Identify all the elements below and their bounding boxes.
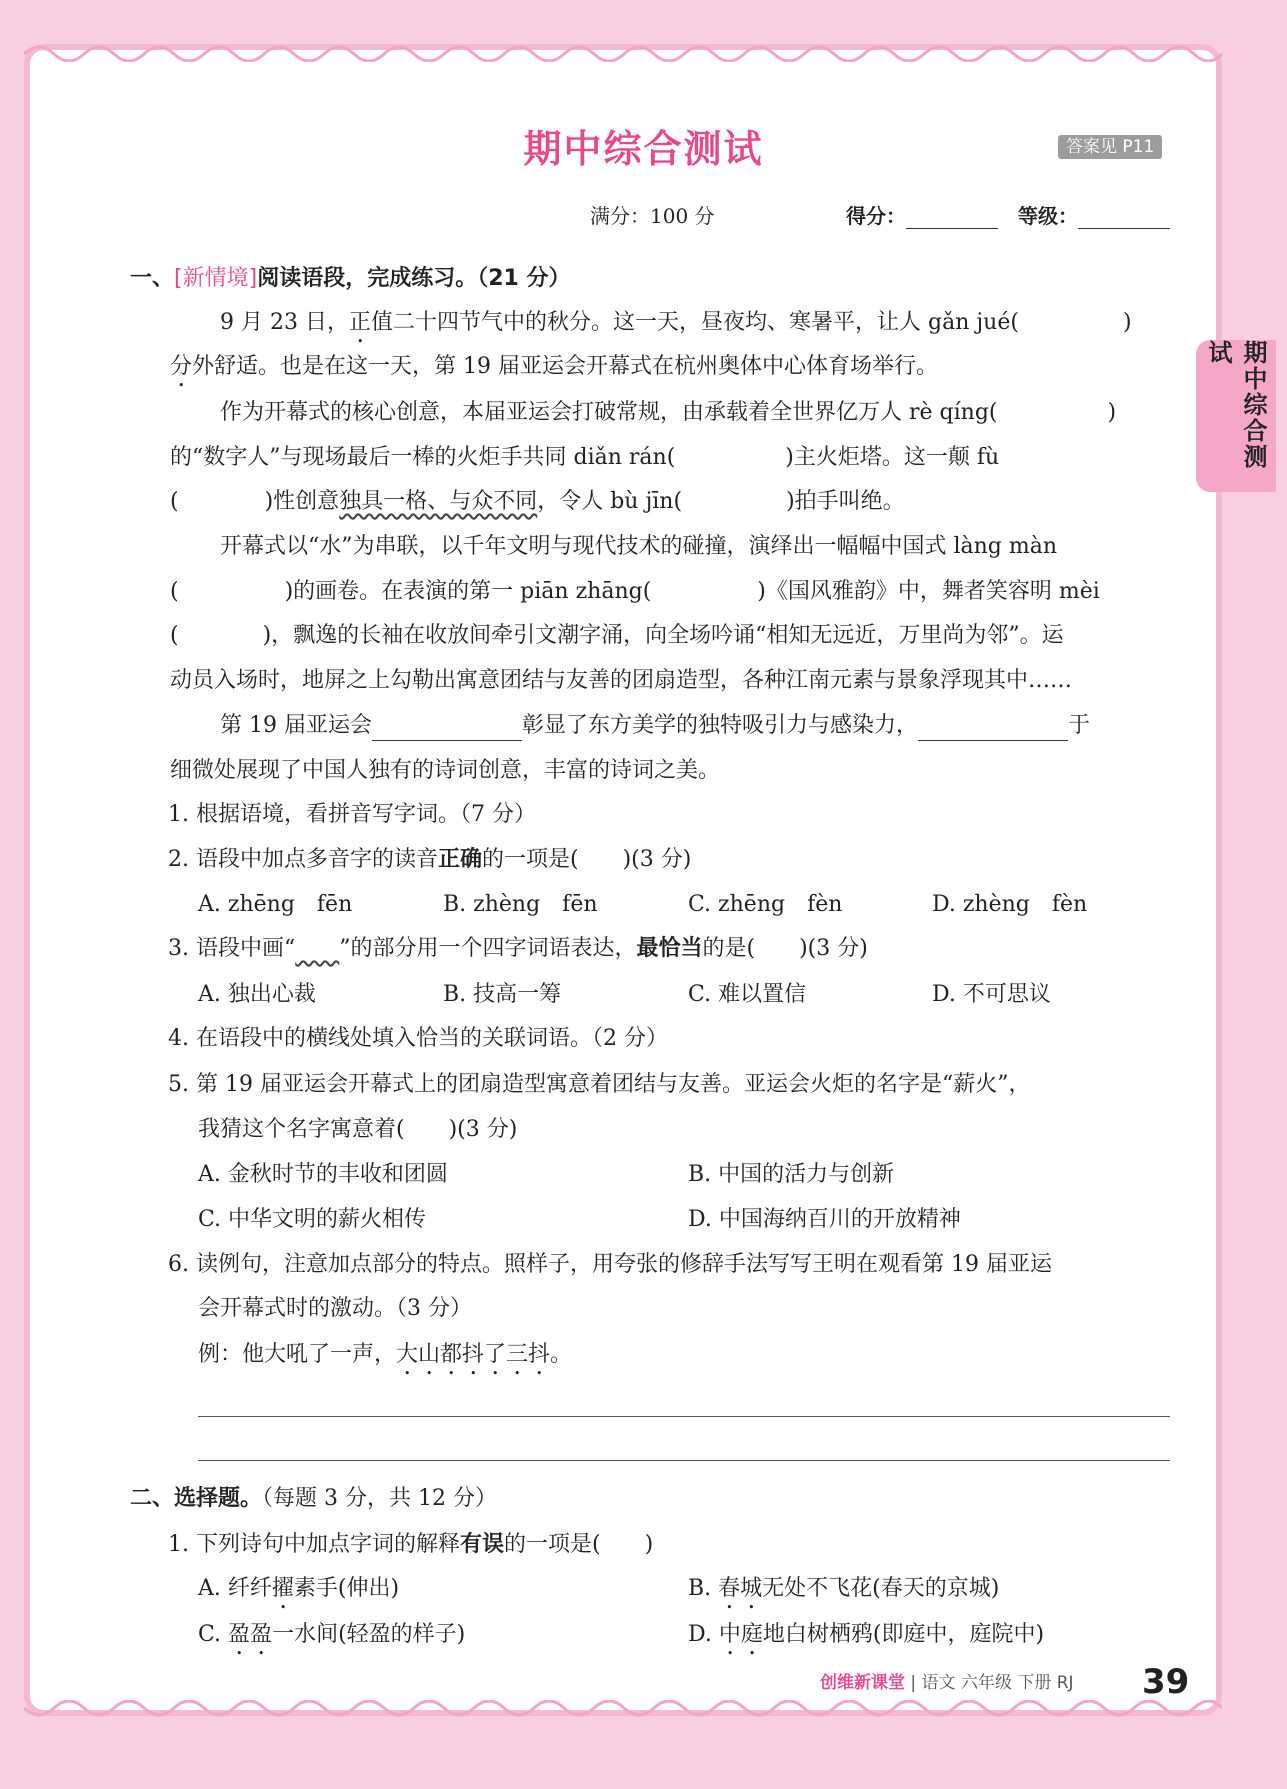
question-4: 4. 在语段中的横线处填入恰当的关联词语。（2 分） bbox=[168, 1026, 668, 1051]
dotted-char: 中庭 bbox=[718, 1622, 763, 1647]
text-span: 于 bbox=[1068, 713, 1091, 738]
text-span: )主火炬塔。这一颠 fù bbox=[785, 445, 1000, 470]
question-5: 5. 第 19 届亚运会开幕式上的团扇造型寓意着团结与友善。亚运会火炬的名字是“薪火”， bbox=[168, 1072, 1031, 1097]
page-number: 39 bbox=[1142, 1662, 1190, 1702]
q3-option-a[interactable]: A. 独出心裁 bbox=[198, 982, 316, 1007]
wavy-underlined-phrase: 独具一格、与众不同 bbox=[339, 489, 538, 514]
decorative-wave-border-bottom bbox=[24, 1700, 1222, 1722]
text-span: )性创意 bbox=[264, 489, 340, 514]
text-span: B. bbox=[688, 1576, 719, 1601]
s2-q1-option-b[interactable] bbox=[688, 1574, 999, 1614]
passage-line: 动员入场时，地屏之上勾勒出寓意团结与友善的团扇造型，各种江南元素与景象浮现其中…… bbox=[170, 668, 1073, 693]
text-span: 外舒适。也是在这一天，第 19 届亚运会开幕式在杭州奥体中心体育场举行。 bbox=[192, 354, 938, 379]
section1-number: 一、 bbox=[130, 266, 175, 291]
section1-heading bbox=[130, 264, 570, 294]
emphasis-text: 最恰当 bbox=[636, 936, 703, 961]
text-span: D. bbox=[688, 1622, 719, 1647]
connector-blank-1[interactable] bbox=[372, 716, 522, 741]
passage-line bbox=[170, 352, 938, 392]
passage-line: 开幕式以“水”为串联，以千年文明与现代技术的碰撞，演绎出一幅幅中国式 làng màn bbox=[220, 534, 1058, 559]
dotted-phrase: 大山都抖了三抖 bbox=[396, 1342, 551, 1367]
text-span: A. 纤纤 bbox=[198, 1576, 272, 1601]
answer-line-2[interactable] bbox=[198, 1460, 1170, 1461]
emphasis-text: 有误 bbox=[459, 1532, 504, 1557]
q2-option-d[interactable]: D. zhèng fèn bbox=[932, 892, 1088, 917]
passage-line bbox=[170, 443, 999, 473]
text-span: 例：他大吼了一声， bbox=[198, 1342, 397, 1367]
emphasis-text: 正确 bbox=[437, 847, 482, 872]
full-score: 满分：100 分 bbox=[590, 204, 715, 228]
connector-blank-2[interactable] bbox=[918, 716, 1068, 741]
s2-q1-option-a[interactable] bbox=[198, 1574, 399, 1614]
text-span: 彰显了东方美学的独特吸引力与感染力， bbox=[521, 713, 918, 738]
passage-line bbox=[170, 577, 1100, 607]
section2-title: 二、选择题。 bbox=[130, 1486, 263, 1511]
text-span: ，令人 bù jīn( bbox=[537, 489, 683, 514]
text-span: ( bbox=[170, 579, 179, 604]
text-span: )拍手叫绝。 bbox=[786, 489, 905, 514]
text-span: ”的部分用一个四字词语表达， bbox=[339, 936, 637, 961]
q2-option-a[interactable]: A. zhēng fēn bbox=[198, 892, 353, 917]
text-span: C. bbox=[198, 1622, 229, 1647]
wavy-sample bbox=[295, 936, 339, 961]
question-5-line2: 我猜这个名字寓意着( )(3 分) bbox=[198, 1117, 518, 1142]
q5-option-a[interactable]: A. 金秋时节的丰收和团圆 bbox=[198, 1162, 448, 1187]
q2-option-c[interactable]: C. zhēng fèn bbox=[688, 892, 843, 917]
section1-tag: [新情境] bbox=[174, 266, 258, 291]
passage-line bbox=[170, 621, 1064, 651]
question-3 bbox=[168, 934, 868, 964]
footer-info: | 语文 六年级 下册 RJ bbox=[905, 1673, 1074, 1693]
q2-option-b[interactable]: B. zhèng fēn bbox=[443, 892, 598, 917]
side-tab bbox=[1196, 340, 1276, 492]
text-span: 地白树栖鸦(即庭中，庭院中) bbox=[762, 1622, 1045, 1647]
page-card bbox=[24, 44, 1222, 1716]
passage-line bbox=[220, 711, 1090, 741]
s2-q1-option-d[interactable] bbox=[688, 1620, 1044, 1660]
text-span: ) bbox=[1122, 310, 1132, 335]
text-span: 1. 下列诗句中加点字词的解释 bbox=[168, 1532, 460, 1557]
answer-reference-badge: 答案见 P11 bbox=[1058, 135, 1162, 159]
q3-option-b[interactable]: B. 技高一筹 bbox=[443, 982, 562, 1007]
text-span: 无处不飞花(春天的京城) bbox=[762, 1576, 1000, 1601]
dotted-char: 擢 bbox=[271, 1576, 294, 1601]
q3-option-d[interactable]: D. 不可思议 bbox=[932, 982, 1051, 1007]
page-title: 期中综合测试 bbox=[523, 127, 764, 171]
footer-brand: 创维新课堂 bbox=[820, 1673, 905, 1693]
q3-option-c[interactable]: C. 难以置信 bbox=[688, 982, 807, 1007]
text-span: 的一项是( ) bbox=[504, 1532, 654, 1557]
q5-option-c[interactable]: C. 中华文明的薪火相传 bbox=[198, 1207, 427, 1232]
dotted-char: 正 bbox=[348, 310, 371, 335]
dotted-char: 分 bbox=[170, 354, 193, 379]
question-6-line2: 会开幕式时的激动。（3 分） bbox=[198, 1296, 472, 1321]
q5-option-b[interactable]: B. 中国的活力与创新 bbox=[688, 1162, 895, 1187]
text-span: )《国风雅韵》中，舞者笑容明 mèi bbox=[757, 579, 1100, 604]
question-2 bbox=[168, 845, 691, 875]
score-blank[interactable] bbox=[906, 206, 998, 229]
section1-title: 阅读语段，完成练习。（21 分） bbox=[257, 266, 571, 291]
text-span: 2. 语段中加点多音字的读音 bbox=[168, 847, 438, 872]
decorative-wave-border-top bbox=[24, 40, 1222, 62]
passage-line bbox=[220, 398, 1116, 428]
side-tab-label: 期中综合测试 bbox=[1204, 340, 1267, 470]
grade-field[interactable] bbox=[1018, 200, 1170, 229]
text-span: ( bbox=[170, 489, 179, 514]
score-field[interactable] bbox=[846, 200, 998, 229]
text-span: 一水间(轻盈的样子) bbox=[272, 1622, 466, 1647]
text-span: 的“数字人”与现场最后一棒的火炬手共同 diǎn rán( bbox=[170, 445, 676, 470]
text-span: )的画卷。在表演的第一 piān zhāng( bbox=[284, 579, 652, 604]
s2-q1-option-c[interactable] bbox=[198, 1620, 465, 1660]
text-span: 值二十四节气中的秋分。这一天，昼夜均、寒暑平，让人 gǎn jué( bbox=[371, 310, 1019, 335]
dotted-char: 盈盈 bbox=[228, 1622, 273, 1647]
text-span: 的一项是( )(3 分) bbox=[482, 847, 692, 872]
text-span: 的是( )(3 分) bbox=[702, 936, 868, 961]
score-label: 得分： bbox=[846, 204, 906, 228]
text-span: ) bbox=[1107, 400, 1117, 425]
text-span: 素手(伸出) bbox=[293, 1576, 400, 1601]
dotted-char: 春城 bbox=[718, 1576, 763, 1601]
text-span: 。 bbox=[550, 1342, 573, 1367]
section2-heading bbox=[130, 1484, 497, 1514]
section2-note: （每题 3 分，共 12 分） bbox=[262, 1486, 497, 1511]
text-span: 第 19 届亚运会 bbox=[220, 713, 372, 738]
q6-example bbox=[198, 1340, 572, 1380]
text-span: 3. 语段中画“ bbox=[168, 936, 296, 961]
question-1: 1. 根据语境，看拼音写字词。（7 分） bbox=[168, 802, 536, 827]
passage-line bbox=[170, 487, 905, 517]
passage-line bbox=[220, 308, 1132, 348]
grade-blank[interactable] bbox=[1078, 206, 1170, 229]
text-span: 作为开幕式的核心创意，本届亚运会打破常规，由承载着全世界亿万人 rè qíng( bbox=[220, 400, 998, 425]
text-span: )，飘逸的长袖在收放间牵引文潮字涌，向全场吟诵“相知无远近，万里尚为邻”。运 bbox=[262, 623, 1064, 648]
footer bbox=[820, 1668, 1074, 1693]
text-span: ( bbox=[170, 623, 179, 648]
text-span: 9 月 23 日， bbox=[220, 310, 349, 335]
q5-option-d[interactable]: D. 中国海纳百川的开放精神 bbox=[688, 1207, 961, 1232]
question-6: 6. 读例句，注意加点部分的特点。照样子，用夸张的修辞手法写写王明在观看第 19 届亚运 bbox=[168, 1252, 1052, 1277]
passage-line: 细微处展现了中国人独有的诗词创意，丰富的诗词之美。 bbox=[170, 758, 721, 783]
grade-label: 等级： bbox=[1018, 204, 1078, 228]
answer-line-1[interactable] bbox=[198, 1416, 1170, 1417]
s2-question-1 bbox=[168, 1530, 653, 1560]
